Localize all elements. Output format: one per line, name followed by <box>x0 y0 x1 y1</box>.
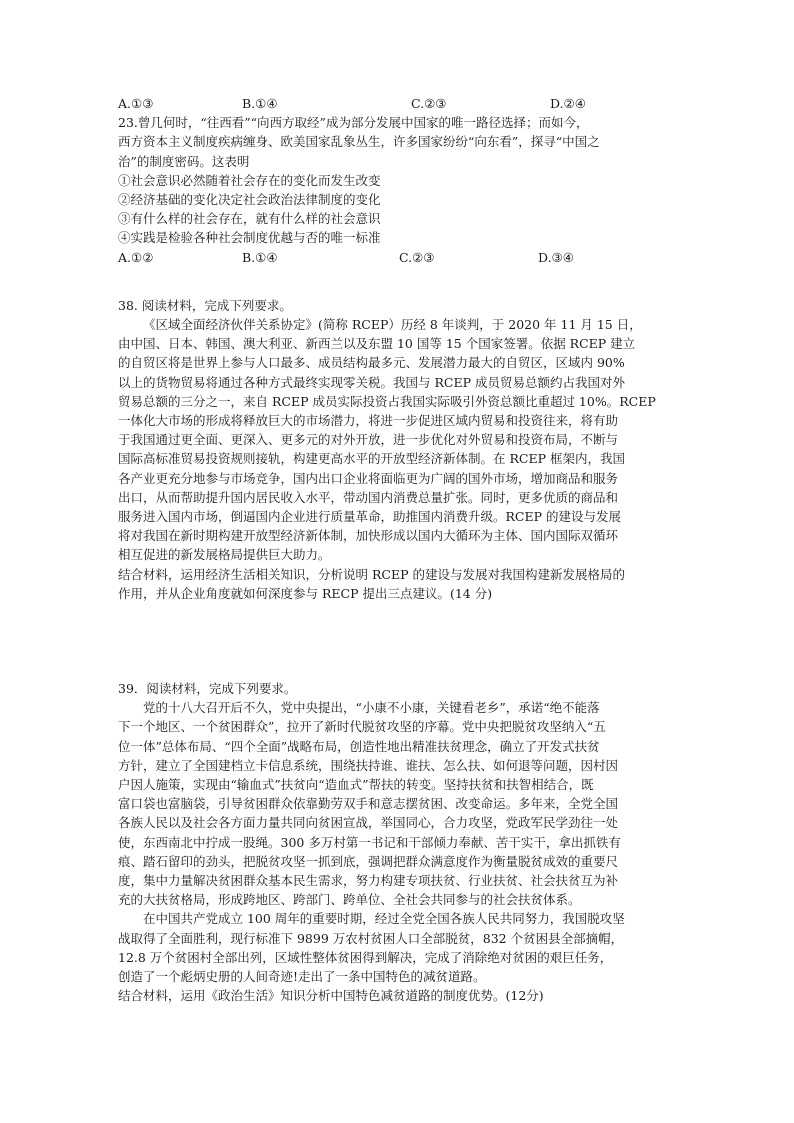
exam-page <box>118 94 678 1006</box>
q38-material-line: 一体化大市场的形成将释放巨大的市场潜力，将进一步促进区域内贸易和投资往来，将有助 <box>118 413 619 429</box>
q39-para2-line: 创造了一个彪炳史册的人间奇迹!走出了一条中国特色的减贫道路。 <box>118 969 486 985</box>
q39-para1-line: 各族人民以及社会各方面力量共同向贫困宣战，举国同心，合力攻坚，党政军民学劲往一处 <box>118 815 619 831</box>
question-23 <box>118 113 678 267</box>
q23-option-a: A.①② <box>118 249 154 265</box>
q22-option-a: A.①③ <box>118 96 154 111</box>
q38-material-line: 各产业更充分地参与市场竞争，国内出口企业将面临更为广阔的国外市场，增加商品和服务 <box>118 470 619 486</box>
q23-options <box>118 248 678 267</box>
q23-item: ①社会意识必然随着社会存在的变化而发生改变 <box>118 172 381 188</box>
q39-para2-line: 战取得了全面胜利，现行标准下 9899 万农村贫困人口全部脱贫，832 个贫困县全部摘帽， <box>118 930 624 946</box>
q39-para1-line: 下一个地区、一个贫困群众”，拉开了新时代脱贫攻坚的序幕。党中央把脱贫攻坚纳入“五 <box>118 719 606 735</box>
q39-para1-line: 富口袋也富脑袋，引导贫困群众依靠勤劳双手和意志摆贫困、改变命运。多年来，全党全国 <box>118 796 619 812</box>
q38-material-line: 以上的货物贸易将通过各种方式最终实现零关税。我国与 RCEP 成员贸易总额约占我国对外 <box>118 374 625 390</box>
question-39 <box>118 679 678 1005</box>
q22-option-d: D.②④ <box>550 96 586 111</box>
q39-para1-line: 度，集中力量解决贫困群众基本民生需求，努力构建专项扶贫、行业扶贫、社会扶贫互为补 <box>118 873 619 889</box>
q39-para1-line: 方针，建立了全国建档立卡信息系统，围绕扶持谁、谁扶、怎么扶、如何退等问题，因村因 <box>118 757 619 773</box>
q39-para1-line: 户因人施策，实现由“输血式”扶贫向“造血式”帮扶的转变。坚持扶贫和扶智相结合，既 <box>118 777 594 793</box>
q23-option-c: C.②③ <box>399 249 435 265</box>
q38-material-line: 于我国通过更全面、更深入、更多元的对外开放，进一步优化对外贸易和投资布局，不断与 <box>118 432 619 448</box>
q38-material-line: 国际高标准贸易投资规则接轨，构建更高水平的开放型经济新体制。在 RCEP 框架内，我国 <box>118 451 625 467</box>
q39-title: 39．阅读材料，完成下列要求。 <box>118 681 297 697</box>
q23-item: ④实践是检验各种社会制度优越与否的唯一标准 <box>118 230 381 246</box>
q39-para1-line: 位一体”总体布局、“四个全面”战略布局，创造性地出精准扶贫理念，确立了开发式扶贫 <box>118 738 600 754</box>
q39-para2-line: 在中国共产党成立 100 周年的重要时期，经过全党全国各族人民共同努力，我国脱攻坚 <box>143 911 625 927</box>
q39-task: 结合材料，运用《政治生活》知识分析中国特色减贫道路的制度优势。(12分) <box>118 988 544 1004</box>
q38-material-line: 出口，从而帮助提升国内居民收入水平，带动国内消费总量扩张。同时，更多优质的商品和 <box>118 489 619 505</box>
q38-material-line: 贸易总额的三分之一，来自 RCEP 成员实际投资占我国实际吸引外资总额比重超过 10%。RCEP <box>118 393 656 409</box>
q23-item: ③有什么样的社会存在，就有什么样的社会意识 <box>118 211 381 227</box>
q38-material-line: 相互促进的新发展格局提供巨大助力。 <box>118 547 331 563</box>
q38-material-line: 的自贸区将是世界上参与人口最多、成员结构最多元、发展潜力最大的自贸区，区域内 90% <box>118 355 625 371</box>
q39-para1-line: 使，东西南北中拧成一股绳。300 多万村第一书记和干部倾力奉献、苦干实干，拿出抓铁有 <box>118 834 621 850</box>
q38-material-line: 由中国、日本、韩国、澳大利亚、新西兰以及东盟 10 国等 15 个国家签署。依据 RCEP 建立 <box>118 336 636 352</box>
answer-space <box>118 603 678 679</box>
q38-material-line: 《区域全面经济伙伴关系协定》(简称 RCEP）历经 8 年谈判，于 2020 年 11 月 15 日， <box>143 317 642 332</box>
q39-para1-line: 充的大扶贫格局，形成跨地区、跨部门、跨单位、全社会共同参与的社会扶贫体系。 <box>118 892 581 908</box>
q23-stem-line: 治”的制度密码。这表明 <box>118 153 250 169</box>
q22-option-c: C.②③ <box>411 96 447 111</box>
q38-task-line: 结合材料，运用经济生活相关知识，分析说明 RCEP 的建设与发展对我国构建新发展格局的 <box>118 566 625 582</box>
q23-item: ②经济基础的变化决定社会政治法律制度的变化 <box>118 192 381 207</box>
q38-material-line: 将对我国在新时期构建开放型经济新体制，加快形成以国内大循环为主体、国内国际双循环 <box>118 528 619 544</box>
q23-option-d: D.③④ <box>538 249 574 265</box>
q39-para1-line: 痕、踏石留印的劲头，把脱贫攻坚一抓到底，强调把群众满意度作为衡量脱贫成效的重要尺 <box>118 853 619 869</box>
q22-options <box>118 94 678 113</box>
q23-stem-line: 西方资本主义制度疾病缠身、欧美国家乱象丛生，许多国家纷纷“向东看”，探寻“中国之 <box>118 134 600 150</box>
q22-option-b: B.①④ <box>242 96 278 111</box>
q38-material-line: 服务进入国内市场，倒逼国内企业进行质量革命，助推国内消费升级。RCEP 的建设与发展 <box>118 509 621 525</box>
q39-para1-line: 党的十八大召开后不久，党中央提出，“小康不小康，关键看老乡”，承诺“绝不能落 <box>143 700 600 716</box>
spacer <box>118 267 678 296</box>
q38-title: 38. 阅读材料，完成下列要求。 <box>118 297 292 313</box>
question-38 <box>118 296 678 603</box>
q23-stem-line: 23.曾几何时，“往西看”“向西方取经”成为部分发展中国家的唯一路径选择；而如今， <box>118 115 589 131</box>
q39-para2-line: 12.8 万个贫困村全部出列，区域性整体贫困得到解决，完成了消除绝对贫困的艰巨任务， <box>118 949 613 965</box>
q38-task-line: 作用，并从企业角度就如何深度参与 RECP 提出三点建议。(14 分) <box>118 585 493 601</box>
q23-option-b: B.①④ <box>242 249 278 265</box>
